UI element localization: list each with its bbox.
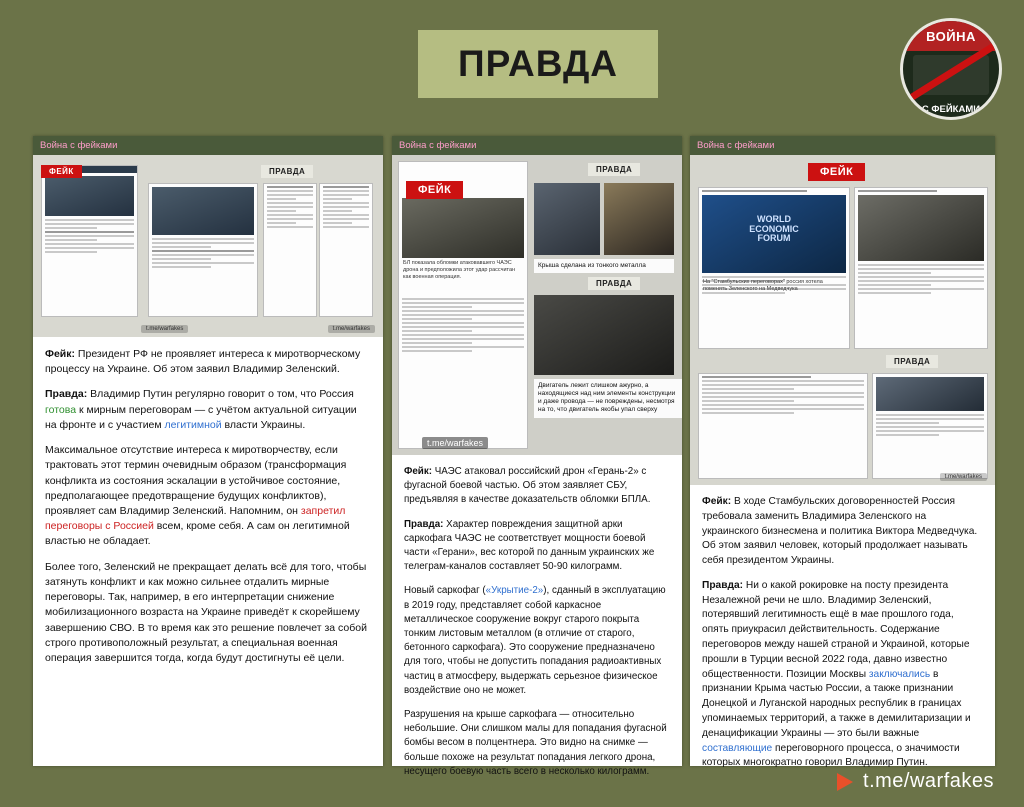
photo-sarcophagus-2 <box>604 183 674 255</box>
column-2-media <box>392 155 682 455</box>
column-1-text <box>33 337 383 684</box>
logo-top-label: ВОЙНА <box>926 28 976 44</box>
column-1-header: Война с фейками <box>33 136 383 155</box>
badge-fake-1: ФЕЙК <box>41 165 82 178</box>
body-text-2-2b: ), сданный в эксплуатацию в 2019 году, представляет собой каркасное металлическое сооружение вокруг старого покрыта тонким листовым металлом (в отличие от старого, бетонного саркофага). Это сооружение предназначено для того, чтобы не допустить попадания радиоактивных частиц в атмосферу, выдержать серьезное физическое воздействие оно не может. <box>404 585 666 696</box>
badge-pravda-2: ПРАВДА <box>588 163 640 176</box>
thumbnail-putin-article <box>854 187 988 349</box>
pravda-text-1a: Владимир Путин регулярно говорит о том, что Россия <box>87 388 354 401</box>
pravda-label-2: Правда: <box>404 518 444 530</box>
pravda-label-1: Правда: <box>45 388 88 401</box>
forum-article-caption: На "Стамбульских переговорах" россия хотела поменять Зеленского на Медведчука <box>703 279 823 293</box>
page-title: ПРАВДА <box>457 43 619 84</box>
pravda-highlight-3b: составляющие <box>702 742 773 754</box>
watermark-2: t.me/warfakes <box>422 437 488 449</box>
column-3-media <box>690 155 995 485</box>
body-text-1-2b: всем, кроме себя. А сам он легитимной властью не обладает. <box>45 520 350 548</box>
thumbnail-forum-article <box>698 187 850 349</box>
thumbnail-fake-post <box>41 165 138 317</box>
thumbnail-fake-article <box>398 161 528 449</box>
column-3-text <box>690 485 995 789</box>
pravda-label-3: Правда: <box>702 579 743 591</box>
forum-overlay-text: WORLD ECONOMIC FORUM <box>749 214 799 244</box>
column-2-header: Война с фейками <box>392 136 682 155</box>
thumbnail-pravda-article-3 <box>698 373 868 479</box>
badge-pravda-3: ПРАВДА <box>886 355 938 368</box>
thumbnail-pravda-post-2 <box>263 183 317 317</box>
photo-drone-debris <box>534 295 674 375</box>
badge-pravda-2b: ПРАВДА <box>588 277 640 290</box>
badge-fake-2: ФЕЙК <box>406 181 463 199</box>
pravda-text-2: Характер повреждения защитной арки саркофага ЧАЭС не соответствует мощности боевой части «Герани», вес которой по данным украинских же телеграм-каналов составляет 50-90 килограмм. <box>404 518 655 573</box>
article-column-2 <box>392 136 682 777</box>
body-highlight-1-2: запретил переговоры с Россией <box>45 504 346 533</box>
photo-forum <box>702 195 846 273</box>
body-paragraph-2-3: Разрушения на крыше саркофага — относительно небольшие. Они слишком малы для попадания фугасной бомбы весом в полцентнера. Это видно на снимке — больше похоже на результат попадания легкого дрона, несущего боевую часть всего в несколько килограмм. <box>404 709 667 777</box>
column-3-header: Война с фейками <box>690 136 995 155</box>
badge-fake-3: ФЕЙК <box>808 163 865 181</box>
pravda-text-1b: к мирным переговорам — с учётом актуальной ситуации на фронте и с участием <box>45 403 357 431</box>
thumbnail-pravda-post-3 <box>319 183 373 317</box>
body-highlight-2-2: «Укрытие-2» <box>485 585 544 597</box>
thumbnail-caption: БЛ показала обломки атаковавшего ЧАЭС дрона и предположила этот удар рассчитан как военная операция. <box>403 260 516 281</box>
badge-pravda-1: ПРАВДА <box>261 165 313 178</box>
article-column-3 <box>690 136 995 769</box>
pravda-highlight-1a: готова <box>45 403 77 416</box>
footer-link[interactable] <box>837 770 994 793</box>
watermark-3: t.me/warfakes <box>940 473 987 481</box>
column-1-media <box>33 155 383 337</box>
fake-label-1: Фейк: <box>45 348 76 360</box>
arrow-right-icon <box>837 773 853 791</box>
body-paragraph-2-2 <box>404 584 670 698</box>
pravda-highlight-1b: легитимной <box>164 418 222 431</box>
body-text-2-2a: Новый саркофаг ( <box>404 585 486 597</box>
pravda-paragraph-1 <box>45 387 371 433</box>
warfakes-logo <box>900 18 1002 120</box>
article-column-1 <box>33 136 383 766</box>
body-text-1-2a: Максимальное отсутствие интереса к миротворчеству, если трактовать этот термин очевидным образом (трансформация конфликта из состояния эскалации в устойчивое состояние, предполагающее предотвращение будущих конфликтов), проявляет сам Владимир Зеленский. Напомним, он <box>45 444 347 517</box>
pravda-paragraph-2 <box>404 518 670 575</box>
fake-label-3: Фейк: <box>702 496 732 507</box>
photo-sarcophagus-1 <box>534 183 600 255</box>
fake-text-3: В ходе Стамбульских договоренностей Россия требовала заменить Владимира Зеленского на украинского бизнесмена и политика Виктора Медведчука. Об этом заявил человек, который продолжает называть себя президентом Украины. <box>702 496 978 567</box>
column-2-text <box>392 455 682 797</box>
body-paragraph-1-3: Более того, Зеленский не прекращает делать всё для того, чтобы затянуть конфликт и как можно сильнее отдалить мирные переговоры. Так, например, в его интерпретации снижение мобилизационного возраста на Украине приведёт к скорейшему завершению СВО. В то время как это решение повлечет за собой строго противоположный результат, а специальная военная операция завершится тогда, когда будут достигнуты её цели. <box>45 560 367 664</box>
watermark-1: t.me/warfakes <box>141 325 188 333</box>
page-title-banner <box>418 30 658 98</box>
thumbnail-pravda-article-4 <box>872 373 988 479</box>
photo-caption-1: Крыша сделана из тонкого металла <box>534 259 674 273</box>
pravda-text-1c: власти Украины. <box>221 418 306 431</box>
pravda-highlight-3a: заключались <box>868 668 931 680</box>
logo-bottom-label: С ФЕЙКАМИ <box>921 103 981 115</box>
pravda-text-3c: переговорного процесса, о значимости которых многократно говорил Владимир Путин. <box>702 742 960 769</box>
footer-link-label[interactable]: t.me/warfakes <box>863 770 994 792</box>
fake-text-2: ЧАЭС атаковал российский дрон «Герань-2» с фугасной боевой частью. Об этом заявляет СБУ, предъявляя в качестве доказательств обломки БПЛА. <box>404 466 651 506</box>
fake-paragraph-2 <box>404 465 670 508</box>
pravda-text-3a: Ни о какой рокировке на посту президента Незалежной речи не шло. Владимир Зеленский, потерявший легитимность ещё в мае прошлого года, опять приукрасил действительность. Содержание переговоров между нашей страной и Украиной, которые прошли в Турции весной 2022 года, давно известно общественности. Позиции Москвы <box>702 579 970 680</box>
fake-text-1: Президент РФ не проявляет интереса к миротворческому процессу на Украине. Об этом заявил Владимир Зеленский. <box>45 348 361 376</box>
pravda-text-3b: в признании Крыма частью России, а также признании Донецкой и Луганской народных республик в границах упоминаемых территорий, а также в демилитаризации и денацификации Украины — это были важные <box>702 668 971 739</box>
fake-label-2: Фейк: <box>404 466 432 477</box>
photo-meeting <box>876 377 984 411</box>
body-paragraph-1-2 <box>45 443 371 550</box>
watermark-1b: t.me/warfakes <box>328 325 375 333</box>
fake-paragraph-3 <box>702 495 983 569</box>
fake-paragraph-1 <box>45 347 371 377</box>
pravda-paragraph-3 <box>702 579 983 771</box>
photo-caption-2: Двигатель лежит слишком ажурно, а находящиеся над ним элементы конструкции и даже провода — не повреждены, несмотря на то, что двигатель якобы упал сверху <box>534 379 682 418</box>
thumbnail-pravda-post <box>148 183 258 317</box>
photo-putin <box>858 195 984 261</box>
